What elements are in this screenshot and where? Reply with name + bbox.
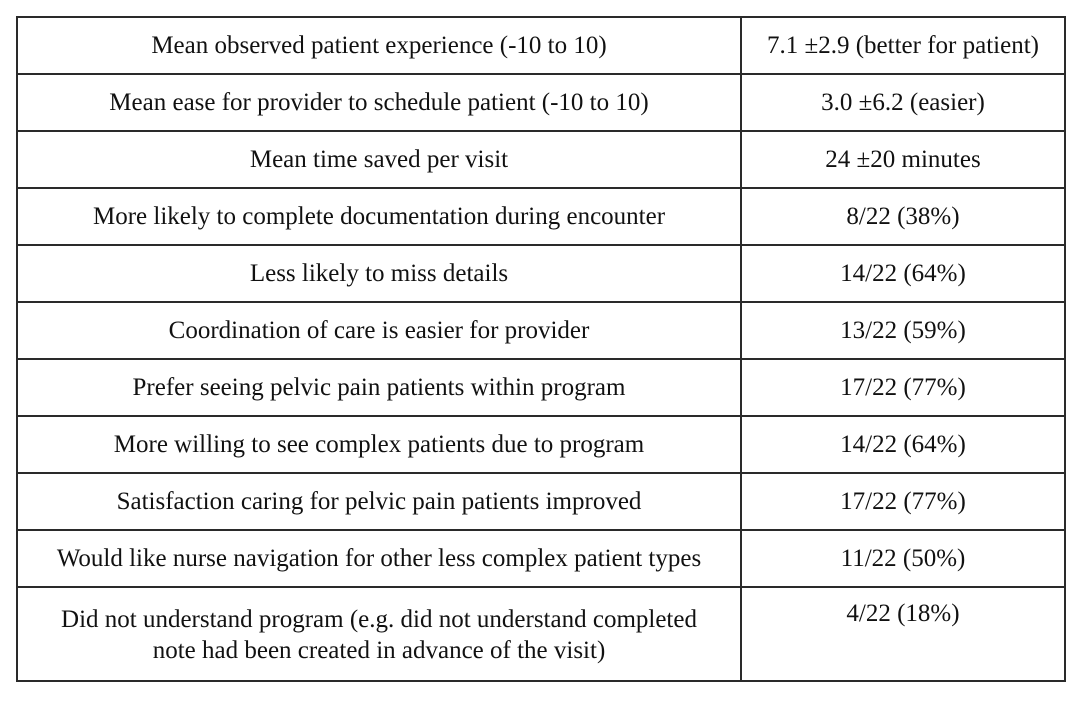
row-value: 4/22 (18%): [741, 587, 1065, 681]
table-row: [17, 245, 1065, 302]
row-label: Coordination of care is easier for provider: [17, 302, 741, 359]
results-table: [16, 16, 1066, 682]
row-value: 24 ±20 minutes: [741, 131, 1065, 188]
row-label: Prefer seeing pelvic pain patients within program: [17, 359, 741, 416]
row-value: 17/22 (77%): [741, 473, 1065, 530]
table-row: [17, 530, 1065, 587]
row-label: Satisfaction caring for pelvic pain patients improved: [17, 473, 741, 530]
row-value: 11/22 (50%): [741, 530, 1065, 587]
table-row: [17, 473, 1065, 530]
table-row: [17, 131, 1065, 188]
row-value: 17/22 (77%): [741, 359, 1065, 416]
row-label: [17, 587, 741, 681]
row-label-line-1: Did not understand program (e.g. did not understand completed: [61, 606, 697, 633]
row-label-line-2: note had been created in advance of the visit): [152, 637, 606, 664]
row-value: 14/22 (64%): [741, 416, 1065, 473]
row-value: 8/22 (38%): [741, 188, 1065, 245]
row-label: Would like nurse navigation for other less complex patient types: [17, 530, 741, 587]
table-row: [17, 587, 1065, 681]
table-row: [17, 359, 1065, 416]
table-row: [17, 74, 1065, 131]
row-value: 7.1 ±2.9 (better for patient): [741, 17, 1065, 74]
row-label: Mean time saved per visit: [17, 131, 741, 188]
row-label: Less likely to miss details: [17, 245, 741, 302]
table-row: [17, 188, 1065, 245]
row-label: Mean ease for provider to schedule patient (-10 to 10): [17, 74, 741, 131]
row-label: Mean observed patient experience (-10 to 10): [17, 17, 741, 74]
row-label: More likely to complete documentation during encounter: [17, 188, 741, 245]
table-row: [17, 302, 1065, 359]
table-row: [17, 416, 1065, 473]
row-value: 13/22 (59%): [741, 302, 1065, 359]
table-row: [17, 17, 1065, 74]
row-value: 3.0 ±6.2 (easier): [741, 74, 1065, 131]
row-label: More willing to see complex patients due to program: [17, 416, 741, 473]
row-value: 14/22 (64%): [741, 245, 1065, 302]
